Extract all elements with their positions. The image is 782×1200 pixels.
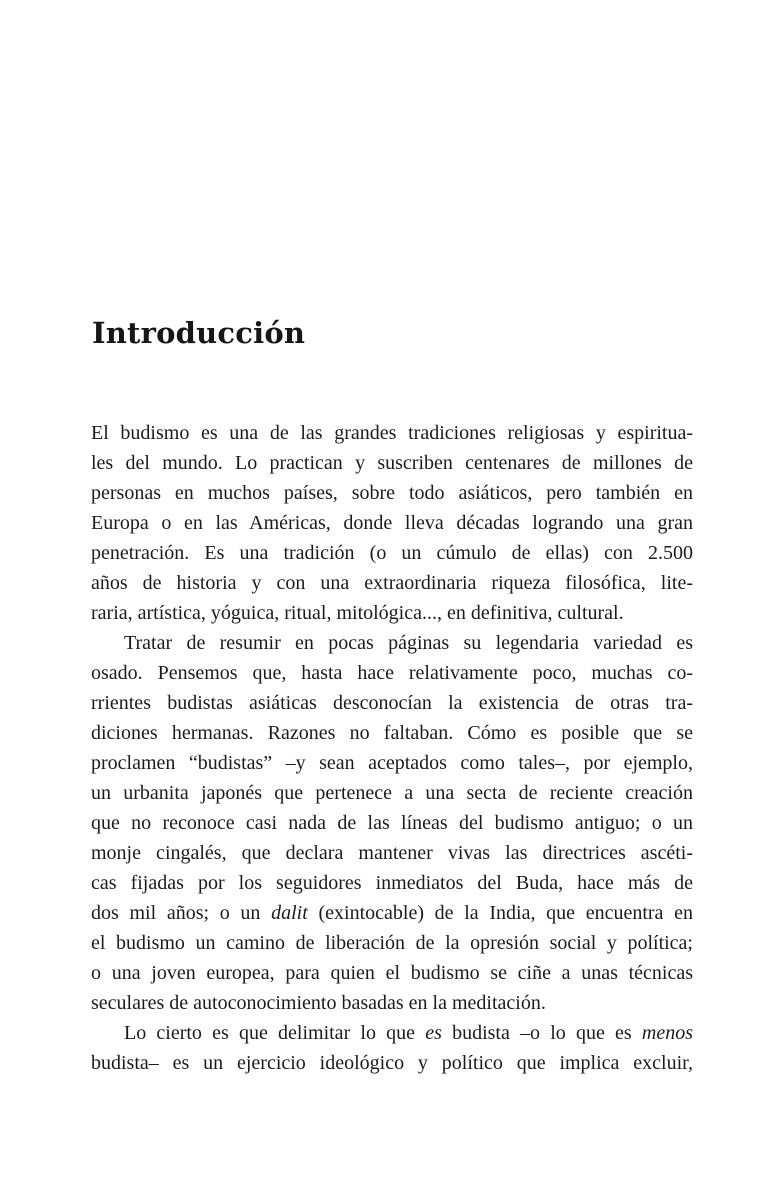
paragraph-2-line-3: rrientes budistas asiáticas desconocían la existencia de otras tra- [91,692,693,714]
paragraph-2-line-2: osado. Pensemos que, hasta hace relativamente poco, muchas co- [91,662,693,684]
paragraph-2-line-6: un urbanita japonés que pertenece a una secta de reciente creación [91,782,693,804]
paragraph-2-line-1: Tratar de resumir en pocas páginas su legendaria variedad es [124,632,693,654]
chapter-title: Introducción [92,316,306,350]
paragraph-1-line-6: años de historia y con una extraordinaria riqueza filosófica, lite- [91,572,693,594]
body-text [91,418,693,1078]
paragraph-2-line-4: diciones hermanas. Razones no faltaban. Cómo es posible que se [91,722,693,744]
paragraph-2-line-5: proclamen “budistas” –y sean aceptados como tales–, por ejemplo, [91,752,693,774]
paragraph-2-line-7: que no reconoce casi nada de las líneas del budismo antiguo; o un [91,812,693,834]
paragraph-1-line-7: raria, artística, yóguica, ritual, mitológica..., en definitiva, cultural. [91,602,624,624]
paragraph-2-line-11: el budismo un camino de liberación de la opresión social y política; [91,932,693,954]
paragraph-1-line-3: personas en muchos países, sobre todo asiáticos, pero también en [91,482,693,504]
paragraph-1-line-1: El budismo es una de las grandes tradiciones religiosas y espiritua- [91,422,693,444]
paragraph-2-line-10-before: dos mil años; o un [91,902,272,924]
paragraph-1-line-4: Europa o en las Américas, donde lleva décadas logrando una gran [91,512,693,534]
paragraph-1-line-2: les del mundo. Lo practican y suscriben centenares de millones de [91,452,693,474]
paragraph-2-line-12: o una joven europea, para quien el budismo se ciñe a unas técnicas [91,962,693,984]
paragraph-3-line-1-after: budista –o lo que es [441,1022,642,1044]
paragraph-2-line-10-after: (exintocable) de la India, que encuentra en [307,902,693,924]
paragraph-2-line-9: cas fijadas por los seguidores inmediatos del Buda, hace más de [91,872,693,894]
paragraph-3-line-1 [91,1018,693,1048]
paragraph-2-line-13: seculares de autoconocimiento basadas en la meditación. [91,992,546,1014]
menos-term: menos [641,1022,693,1044]
paragraph-1-line-5: penetración. Es una tradición (o un cúmulo de ellas) con 2.500 [91,542,693,564]
paragraph-3-line-1-before: Lo cierto es que delimitar lo que [124,1022,426,1044]
dalit-term: dalit [271,902,308,924]
paragraph-2-line-8: monje cingalés, que declara mantener vivas las directrices ascéti- [91,842,693,864]
paragraph-3-line-2: budista– es un ejercicio ideológico y político que implica excluir, [91,1052,693,1074]
paragraph-2-line-10 [91,898,693,928]
es-term: es [425,1022,442,1044]
